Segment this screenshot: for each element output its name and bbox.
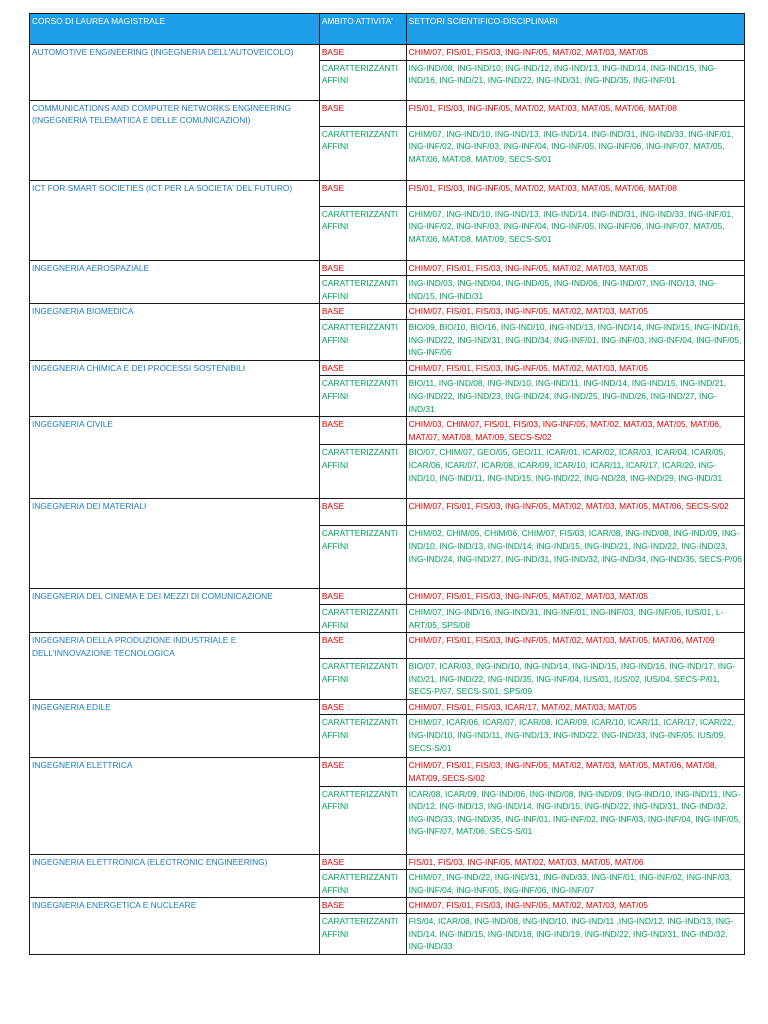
ambito-caratterizzanti-label: CARATTERIZZANTI AFFINI xyxy=(319,60,406,100)
table-row xyxy=(30,499,745,526)
table-row xyxy=(30,699,745,715)
ambito-base-label: BASE xyxy=(319,417,406,445)
caratterizzanti-sectors: FIS/04, ICAR/08, ING-IND/08, ING-IND/10, ING-IND/11 ,ING-IND/12, ING-IND/13, ING-IND/14, ING-IND/15, ING-IND/18, ING-IND/19, ING-IND/22, ING-IND/31, ING-IND/32, ING-IND/33 xyxy=(406,914,744,955)
ambito-caratterizzanti-label: CARATTERIZZANTI AFFINI xyxy=(319,319,406,360)
base-sectors: CHIM/07, FIS/01, FIS/03, ING-INF/05, MAT/02, MAT/03, MAT/05 xyxy=(406,589,744,605)
caratterizzanti-sectors: ING-IND/03, ING-IND/04, ING-IND/05, ING-IND/06, ING-IND/07, ING-IND/13, ING-IND/15, ING-IND/31 xyxy=(406,276,744,304)
caratterizzanti-sectors: CHIM/02, CHIM/05, CHIM/06, CHIM/07, FIS/03, ICAR/08, ING-IND/08, ING-IND/09, ING-IND/10, ING-IND/13, ING-IND/14, ING-IND/15, ING-IND/21, ING-IND/22, ING-IND/23, ING-IND/24, ING-IND/27, ING-IND/31, ING-IND/32, ING-IND/34, ING-IND/35, SECS-P/06 xyxy=(406,526,744,589)
table-row xyxy=(30,304,745,320)
course-name: INGEGNERIA DEL CINEMA E DEI MEZZI DI COMUNICAZIONE xyxy=(30,589,320,633)
table-header-row xyxy=(30,14,745,45)
base-sectors: CHIM/07, FIS/01, FIS/03, ING-INF/05, MAT/02, MAT/03, MAT/05, MAT/06, MAT/09 xyxy=(406,633,744,659)
ambito-base-label: BASE xyxy=(319,180,406,206)
table-row xyxy=(30,417,745,445)
course-name: INGEGNERIA DELLA PRODUZIONE INDUSTRIALE E DELL'INNOVAZIONE TECNOLOGICA xyxy=(30,633,320,700)
base-sectors: FIS/01, FIS/03, ING-INF/05, MAT/02, MAT/03, MAT/05, MAT/06, MAT/08 xyxy=(406,100,744,126)
ambito-base-label: BASE xyxy=(319,360,406,376)
course-name: INGEGNERIA EDILE xyxy=(30,699,320,758)
header-settori: SETTORI SCIENTIFICO-DISCIPLINARI xyxy=(406,14,744,45)
ambito-caratterizzanti-label: CARATTERIZZANTI AFFINI xyxy=(319,526,406,589)
caratterizzanti-sectors: BIO/09, BIO/10, BIO/16, ING-IND/10, ING-IND/13, ING-IND/14, ING-IND/15, ING-IND/16, ING-IND/22, ING-IND/31, ING-IND/34, ING-INF/01, ING-INF/03, ING-INF/04, ING-INF/05, ING-INF/06 xyxy=(406,319,744,360)
ambito-base-label: BASE xyxy=(319,633,406,659)
course-name: INGEGNERIA BIOMEDICA xyxy=(30,304,320,360)
ambito-caratterizzanti-label: CARATTERIZZANTI AFFINI xyxy=(319,715,406,758)
base-sectors: CHIM/03, CHIM/07, FIS/01, FIS/03, ING-INF/05, MAT/02, MAT/03, MAT/05, MAT/06, MAT/07, MAT/08, MAT/09, SECS-S/02 xyxy=(406,417,744,445)
ambito-base-label: BASE xyxy=(319,45,406,61)
caratterizzanti-sectors: CHIM/07, ING-IND/22, ING-IND/31, ING-IND/33, ING-INF/01, ING-INF/02, ING-INF/03, ING-INF/04, ING-INF/05, ING-INF/06, ING-INF/07 xyxy=(406,870,744,898)
course-name: AUTOMOTIVE ENGINEERING (INGEGNERIA DELL'AUTOVEICOLO) xyxy=(30,45,320,101)
table-row xyxy=(30,898,745,914)
course-name: INGEGNERIA DEI MATERIALI xyxy=(30,499,320,589)
base-sectors: CHIM/07, FIS/01, FIS/03, ING-INF/05, MAT/02, MAT/03, MAT/05 xyxy=(406,898,744,914)
caratterizzanti-sectors: CHIM/07, ING-IND/10, ING-IND/13, ING-IND/14, ING-IND/31, ING-IND/33, ING-INF/01, ING-INF/02, ING-INF/03, ING-INF/04, ING-INF/05, ING-INF/06, ING-INF/07, MAT/05, MAT/06, MAT/08, MAT/09, SECS-S/01 xyxy=(406,206,744,260)
ambito-caratterizzanti-label: CARATTERIZZANTI AFFINI xyxy=(319,914,406,955)
caratterizzanti-sectors: BIO/07, ICAR/03, ING-IND/10, ING-IND/14, ING-IND/15, ING-IND/16, ING-IND/17, ING-IND/21, ING-IND/22, ING-IND/35, ING-INF/04, IUS/01, IUS/02, IUS/04, SECS-P/01, SECS-P/07, SECS-S/01, SPS/09 xyxy=(406,659,744,700)
caratterizzanti-sectors: ICAR/08, ICAR/09, ING-IND/06, ING-IND/08, ING-IND/09, ING-IND/10, ING-IND/11, ING-IND/12, ING-IND/13, ING-IND/14, ING-IND/15, ING-IND/22, ING-IND/31, ING-IND/32, ING-IND/33, ING-IND/35, ING-INF/01, ING-INF/02, ING-INF/03, ING-INF/04, ING-INF/05, ING-INF/07, MAT/06, SECS-S/01 xyxy=(406,786,744,854)
table-row xyxy=(30,45,745,61)
base-sectors: CHIM/07, FIS/01, FIS/03, ICAR/17, MAT/02, MAT/03, MAT/05 xyxy=(406,699,744,715)
base-sectors: CHIM/07, FIS/01, FIS/03, ING-INF/05, MAT/02, MAT/03, MAT/05 xyxy=(406,360,744,376)
caratterizzanti-sectors: BIO/11, ING-IND/08, ING-IND/10, ING-IND/11, ING-IND/14, ING-IND/15, ING-IND/21, ING-IND/22, ING-IND/23, ING-IND/24, ING-IND/25, ING-IND/26, ING-IND/27, ING-IND/31 xyxy=(406,376,744,417)
table-row xyxy=(30,180,745,206)
table-row xyxy=(30,360,745,376)
table-row xyxy=(30,100,745,126)
ambito-caratterizzanti-label: CARATTERIZZANTI AFFINI xyxy=(319,604,406,632)
base-sectors: CHIM/07, FIS/01, FIS/03, ING-INF/05, MAT/02, MAT/03, MAT/05 xyxy=(406,304,744,320)
ambito-caratterizzanti-label: CARATTERIZZANTI AFFINI xyxy=(319,659,406,700)
base-sectors: CHIM/07, FIS/01, FIS/03, ING-INF/05, MAT/02, MAT/03, MAT/05 xyxy=(406,45,744,61)
table-row xyxy=(30,854,745,870)
ambito-caratterizzanti-label: CARATTERIZZANTI AFFINI xyxy=(319,786,406,854)
caratterizzanti-sectors: CHIM/07, ICAR/06, ICAR/07, ICAR/08, ICAR/09, ICAR/10, ICAR/11, ICAR/17, ICAR/22, ING-IND/10, ING-IND/11, ING-IND/13, ING-IND/22, ING-IND/33, ING-INF/05, IUS/09, SECS-S/01 xyxy=(406,715,744,758)
ambito-base-label: BASE xyxy=(319,699,406,715)
ambito-base-label: BASE xyxy=(319,898,406,914)
header-ambito: AMBITO ATTIVITA' xyxy=(319,14,406,45)
ambito-caratterizzanti-label: CARATTERIZZANTI AFFINI xyxy=(319,376,406,417)
course-name: INGEGNERIA CHIMICA E DEI PROCESSI SOSTENIBILI xyxy=(30,360,320,416)
ambito-base-label: BASE xyxy=(319,100,406,126)
ambito-caratterizzanti-label: CARATTERIZZANTI AFFINI xyxy=(319,276,406,304)
ambito-base-label: BASE xyxy=(319,260,406,276)
ambito-base-label: BASE xyxy=(319,854,406,870)
course-name: INGEGNERIA CIVILE xyxy=(30,417,320,499)
course-name: INGEGNERIA ENERGETICA E NUCLEARE xyxy=(30,898,320,954)
course-name: ICT FOR SMART SOCIETIES (ICT PER LA SOCIETA' DEL FUTURO) xyxy=(30,180,320,260)
ambito-caratterizzanti-label: CARATTERIZZANTI AFFINI xyxy=(319,445,406,499)
base-sectors: FIS/01, FIS/03, ING-INF/05, MAT/02, MAT/03, MAT/05, MAT/06 xyxy=(406,854,744,870)
caratterizzanti-sectors: ING-IND/08, ING-IND/10, ING-IND/12, ING-IND/13, ING-IND/14, ING-IND/15, ING-IND/16, ING-IND/21, ING-IND/22, ING-IND/31, ING-IND/35, ING-INF/01 xyxy=(406,60,744,100)
course-name: INGEGNERIA AEROSPAZIALE xyxy=(30,260,320,304)
base-sectors: CHIM/07, FIS/01, FIS/03, ING-INF/05, MAT/02, MAT/03, MAT/05 xyxy=(406,260,744,276)
ambito-caratterizzanti-label: CARATTERIZZANTI AFFINI xyxy=(319,126,406,180)
ambito-caratterizzanti-label: CARATTERIZZANTI AFFINI xyxy=(319,870,406,898)
course-name: INGEGNERIA ELETTRICA xyxy=(30,758,320,854)
base-sectors: CHIM/07, FIS/01, FIS/03, ING-INF/05, MAT/02, MAT/03, MAT/05, MAT/06, MAT/08, MAT/09, SECS-S/02 xyxy=(406,758,744,786)
ambito-base-label: BASE xyxy=(319,499,406,526)
table-row xyxy=(30,758,745,786)
caratterizzanti-sectors: CHIM/07, ING-IND/16, ING-IND/31, ING-INF/01, ING-INF/03, ING-INF/05, IUS/01, L-ART/05, SPS/08 xyxy=(406,604,744,632)
course-name: COMMUNICATIONS AND COMPUTER NETWORKS ENGINEERING (INGEGNERIA TELEMATICA E DELLE COMUNICAZIONI) xyxy=(30,100,320,180)
base-sectors: CHIM/07, FIS/01, FIS/03, ING-INF/05, MAT/02, MAT/03, MAT/05, MAT/06, SECS-S/02 xyxy=(406,499,744,526)
header-course: CORSO DI LAUREA MAGISTRALE xyxy=(30,14,320,45)
course-name: INGEGNERIA ELETTRONICA (ELECTRONIC ENGINEERING) xyxy=(30,854,320,898)
ambito-base-label: BASE xyxy=(319,758,406,786)
ambito-caratterizzanti-label: CARATTERIZZANTI AFFINI xyxy=(319,206,406,260)
ambito-base-label: BASE xyxy=(319,589,406,605)
table-row xyxy=(30,260,745,276)
caratterizzanti-sectors: CHIM/07, ING-IND/10, ING-IND/13, ING-IND/14, ING-IND/31, ING-IND/33, ING-INF/01, ING-INF/02, ING-INF/03, ING-INF/04, ING-INF/05, ING-INF/06, ING-INF/07, MAT/05, MAT/06, MAT/08, MAT/09, SECS-S/01 xyxy=(406,126,744,180)
table-row xyxy=(30,589,745,605)
table-row xyxy=(30,633,745,659)
ambito-base-label: BASE xyxy=(319,304,406,320)
table-body xyxy=(30,45,745,955)
caratterizzanti-sectors: BIO/07, CHIM/07, GEO/05, GEO/11, ICAR/01, ICAR/02, ICAR/03, ICAR/04, ICAR/05, ICAR/06, ICAR/07, ICAR/08, ICAR/09, ICAR/10, ICAR/11, ICAR/17, ICAR/20, ING-IND/10, ING-IND/11, ING-IND/15, ING-IND/22, ING-ND/28, ING-IND/29, ING-IND/31 xyxy=(406,445,744,499)
base-sectors: FIS/01, FIS/03, ING-INF/05, MAT/02, MAT/03, MAT/05, MAT/06, MAT/08 xyxy=(406,180,744,206)
degree-sectors-table xyxy=(29,13,745,955)
